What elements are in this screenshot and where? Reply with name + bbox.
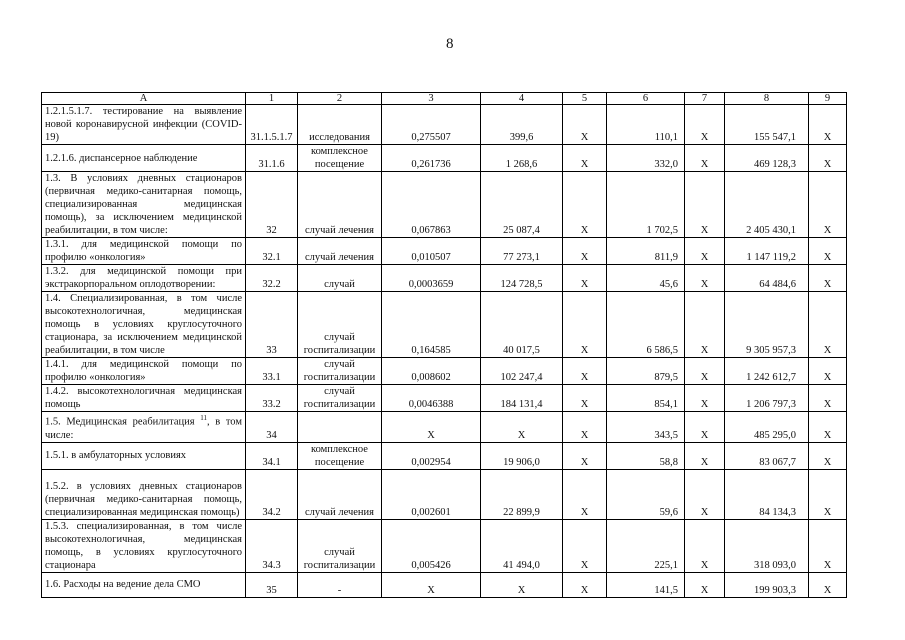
row-unit: случай лечения [298,238,382,265]
row-col8: 83 067,7 [725,442,809,469]
row-cost: 40 017,5 [481,292,563,358]
row-norm: 0,0003659 [382,265,481,292]
row-col8: 155 547,1 [725,105,809,145]
table-row [42,442,847,469]
row-col8: 469 128,3 [725,145,809,172]
row-description: 1.5.1. в амбулаторных условиях [42,442,246,469]
row-norm: X [382,412,481,443]
row-unit: случай [298,265,382,292]
row-col7: X [685,519,725,572]
column-header: 5 [563,93,607,105]
table-row [42,385,847,412]
row-description: 1.2.1.5.1.7. тестирование на выявление новой коронавирусной инфекции (COVID-19) [42,105,246,145]
row-col8: 64 484,6 [725,265,809,292]
footnote-marker: 11 [200,414,207,422]
row-col9: X [809,172,847,238]
row-col6: 45,6 [607,265,685,292]
row-description: 1.4. Специализированная, в том числе высокотехнологичная, медицинская помощь в условиях круглосуточного стационара, за исключением медицинской реабилитации, в том числе [42,292,246,358]
row-col8: 199 903,3 [725,572,809,597]
row-cost: X [481,572,563,597]
row-unit: случай госпитализации [298,358,382,385]
row-description: 1.2.1.6. диспансерное наблюдение [42,145,246,172]
row-col7: X [685,469,725,519]
column-header: 4 [481,93,563,105]
row-col7: X [685,412,725,443]
table-row [42,412,847,443]
row-col8: 1 147 119,2 [725,238,809,265]
row-description: 1.5.2. в условиях дневных стационаров (первичная медико-санитарная помощь, специализированная медицинская помощь) [42,469,246,519]
row-col6: 811,9 [607,238,685,265]
row-code: 32.2 [246,265,298,292]
row-code: 34.3 [246,519,298,572]
column-header: 8 [725,93,809,105]
row-unit: - [298,572,382,597]
row-col5: X [563,519,607,572]
row-col5: X [563,145,607,172]
row-col7: X [685,442,725,469]
row-cost: 399,6 [481,105,563,145]
row-col7: X [685,172,725,238]
row-description-tail: , в том числе: [45,416,242,441]
row-description: 1.4.2. высокотехнологичная медицинская помощь [42,385,246,412]
row-col8: 318 093,0 [725,519,809,572]
row-col7: X [685,105,725,145]
table-row [42,145,847,172]
row-col6: 1 702,5 [607,172,685,238]
table-row [42,238,847,265]
row-description: 1.6. Расходы на ведение дела СМО [42,572,246,597]
row-code: 31.1.6 [246,145,298,172]
row-norm: 0,275507 [382,105,481,145]
column-header: 6 [607,93,685,105]
row-norm: X [382,572,481,597]
row-description: 1.3.2. для медицинской помощи при экстракорпоральном оплодотворении: [42,265,246,292]
row-norm: 0,005426 [382,519,481,572]
row-cost: 184 131,4 [481,385,563,412]
row-code: 34 [246,412,298,443]
row-cost: 22 899,9 [481,469,563,519]
table-row [42,105,847,145]
row-col9: X [809,292,847,358]
row-col9: X [809,412,847,443]
table-row [42,469,847,519]
row-col7: X [685,265,725,292]
row-col9: X [809,469,847,519]
row-cost: X [481,412,563,443]
row-description: 1.4.1. для медицинской помощи по профилю «онкология» [42,358,246,385]
column-header: А [42,93,246,105]
row-col5: X [563,385,607,412]
row-col6: 225,1 [607,519,685,572]
row-code: 32 [246,172,298,238]
row-code: 33.2 [246,385,298,412]
row-norm: 0,002954 [382,442,481,469]
row-col9: X [809,358,847,385]
row-col9: X [809,238,847,265]
row-col6: 854,1 [607,385,685,412]
row-col8: 84 134,3 [725,469,809,519]
row-cost: 25 087,4 [481,172,563,238]
row-norm: 0,008602 [382,358,481,385]
row-unit [298,412,382,443]
row-col6: 879,5 [607,358,685,385]
column-header: 9 [809,93,847,105]
row-col8: 1 242 612,7 [725,358,809,385]
row-unit: случай лечения [298,469,382,519]
row-col6: 59,6 [607,469,685,519]
row-col5: X [563,442,607,469]
row-code: 32.1 [246,238,298,265]
row-col7: X [685,292,725,358]
row-description-text: 1.5. Медицинская реабилитация [45,416,195,428]
row-unit: случай госпитализации [298,519,382,572]
row-col9: X [809,265,847,292]
row-unit: случай лечения [298,172,382,238]
row-col5: X [563,105,607,145]
row-col5: X [563,238,607,265]
row-cost: 1 268,6 [481,145,563,172]
column-header: 2 [298,93,382,105]
row-code: 33 [246,292,298,358]
row-col6: 110,1 [607,105,685,145]
row-norm: 0,002601 [382,469,481,519]
row-col9: X [809,385,847,412]
row-col6: 6 586,5 [607,292,685,358]
row-norm: 0,164585 [382,292,481,358]
table-row [42,265,847,292]
row-col7: X [685,572,725,597]
row-code: 33.1 [246,358,298,385]
data-table [41,92,847,598]
row-unit: комплексное посещение [298,442,382,469]
row-norm: 0,067863 [382,172,481,238]
row-cost: 77 273,1 [481,238,563,265]
table-row [42,358,847,385]
row-col6: 141,5 [607,572,685,597]
row-description [42,412,246,443]
row-col8: 2 405 430,1 [725,172,809,238]
row-col5: X [563,172,607,238]
column-header: 1 [246,93,298,105]
row-code: 34.1 [246,442,298,469]
row-norm: 0,0046388 [382,385,481,412]
page-number: 8 [446,36,454,52]
table-row [42,572,847,597]
row-col6: 332,0 [607,145,685,172]
row-unit: случай госпитализации [298,385,382,412]
row-col9: X [809,442,847,469]
row-col7: X [685,385,725,412]
table-row [42,519,847,572]
row-col5: X [563,265,607,292]
row-col8: 9 305 957,3 [725,292,809,358]
row-col7: X [685,358,725,385]
row-col6: 343,5 [607,412,685,443]
row-cost: 102 247,4 [481,358,563,385]
row-unit: исследования [298,105,382,145]
row-col8: 1 206 797,3 [725,385,809,412]
row-col5: X [563,358,607,385]
row-cost: 41 494,0 [481,519,563,572]
table-header-row [42,93,847,105]
row-col7: X [685,145,725,172]
row-cost: 19 906,0 [481,442,563,469]
row-col8: 485 295,0 [725,412,809,443]
row-unit: случай госпитализации [298,292,382,358]
row-col9: X [809,105,847,145]
row-col5: X [563,572,607,597]
row-description: 1.3. В условиях дневных стационаров (первичная медико-санитарная помощь, специализированная медицинская помощь), за исключением медицинской реабилитации, в том числе: [42,172,246,238]
row-col6: 58,8 [607,442,685,469]
row-col5: X [563,469,607,519]
row-code: 31.1.5.1.7 [246,105,298,145]
row-description: 1.5.3. специализированная, в том числе высокотехнологичная, медицинская помощь, в условиях круглосуточного стационара [42,519,246,572]
row-col9: X [809,519,847,572]
row-col5: X [563,292,607,358]
row-unit: комплексное посещение [298,145,382,172]
row-description: 1.3.1. для медицинской помощи по профилю «онкология» [42,238,246,265]
row-col9: X [809,145,847,172]
row-code: 34.2 [246,469,298,519]
row-code: 35 [246,572,298,597]
column-header: 3 [382,93,481,105]
column-header: 7 [685,93,725,105]
row-col7: X [685,238,725,265]
row-col9: X [809,572,847,597]
row-norm: 0,261736 [382,145,481,172]
row-norm: 0,010507 [382,238,481,265]
row-cost: 124 728,5 [481,265,563,292]
row-col5: X [563,412,607,443]
table-row [42,172,847,238]
table-row [42,292,847,358]
